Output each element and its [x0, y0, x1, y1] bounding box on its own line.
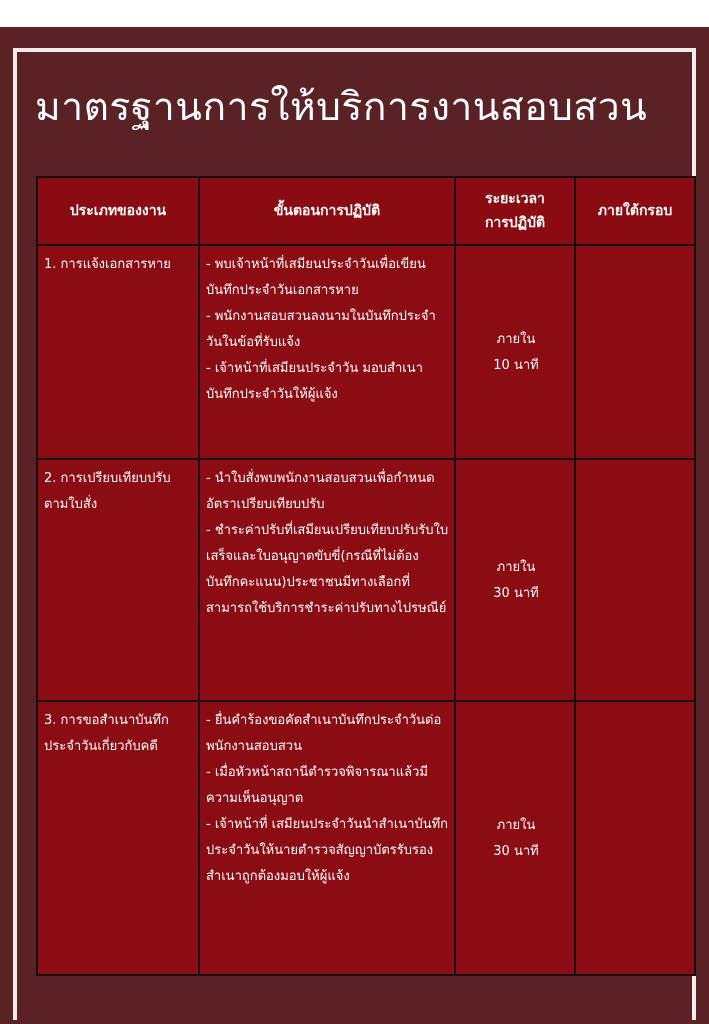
header-within-frame: ภายใต้กรอบ	[575, 177, 695, 245]
procedure-step: - เจ้าหน้าที่ เสมียนประจำวันนำสำเนาบันทึกประจำวันให้นายตำรวจสัญญาบัตรรับรองสำเนาถูกต้องมอบให้ผู้แจ้ง	[206, 817, 449, 884]
procedure-step: - ยื่นคำร้องขอคัดสำเนาบันทึกประจำวันต่อพนักงานสอบสวน	[206, 713, 442, 754]
row-within-frame	[575, 245, 695, 459]
page-title: มาตรฐานการให้บริการงานสอบสวน	[35, 85, 648, 130]
row-duration	[455, 459, 575, 701]
duration-line2: 30 นาที	[493, 844, 539, 859]
procedure-step: - ชำระค่าปรับที่เสมียนเปรียบเทียบปรับรับใบเสร็จและใบอนุญาตขับขี่(กรณีที่ไม่ต้องบันทึกคะแนน)ประชาชนมีทางเลือกที่สามารถใช้บริการชำระค่าปรับทางไปรษณีย์	[206, 523, 449, 616]
header-duration-line2: การปฏิบัติ	[484, 215, 546, 231]
table-row	[37, 701, 695, 975]
row-procedure	[199, 459, 455, 701]
table-row	[37, 245, 695, 459]
procedure-step: - พบเจ้าหน้าที่เสมียนประจำวันเพื่อเขียนบันทึกประจำวันเอกสารหาย	[206, 257, 426, 298]
row-duration	[455, 701, 575, 975]
table-row	[37, 459, 695, 701]
duration-line1: ภายใน	[496, 332, 536, 347]
procedure-step: - เมื่อหัวหน้าสถานีตำรวจพิจารณาแล้วมีความเห็นอนุญาต	[206, 765, 428, 806]
table-header-row	[37, 177, 695, 245]
row-type: 1. การแจ้งเอกสารหาย	[37, 245, 199, 459]
row-type: 3. การขอสำเนาบันทึกประจำวันเกี่ยวกับคดี	[37, 701, 199, 975]
procedure-step: - นำใบสั่งพบพนักงานสอบสวนเพื่อกำหนดอัตราเปรียบเทียบปรับ	[206, 471, 435, 512]
row-within-frame	[575, 701, 695, 975]
duration-line2: 30 นาที	[493, 586, 539, 601]
header-duration	[455, 177, 575, 245]
poster-frame	[13, 48, 696, 1020]
row-type: 2. การเปรียบเทียบปรับตามใบสั่ง	[37, 459, 199, 701]
row-within-frame	[575, 459, 695, 701]
header-procedure: ขั้นตอนการปฏิบัติ	[199, 177, 455, 245]
duration-line1: ภายใน	[496, 560, 536, 575]
header-duration-line1: ระยะเวลา	[485, 191, 545, 207]
row-duration	[455, 245, 575, 459]
row-procedure	[199, 245, 455, 459]
duration-line1: ภายใน	[496, 818, 536, 833]
procedure-step: - เจ้าหน้าที่เสมียนประจำวัน มอบสำเนาบันทึกประจำวันให้ผู้แจ้ง	[206, 361, 423, 402]
duration-line2: 10 นาที	[493, 358, 539, 373]
header-type: ประเภทของงาน	[37, 177, 199, 245]
service-standard-table	[36, 176, 696, 976]
procedure-step: - พนักงานสอบสวนลงนามในบันทึกประจำวันในข้อที่รับแจ้ง	[206, 309, 436, 350]
row-procedure	[199, 701, 455, 975]
